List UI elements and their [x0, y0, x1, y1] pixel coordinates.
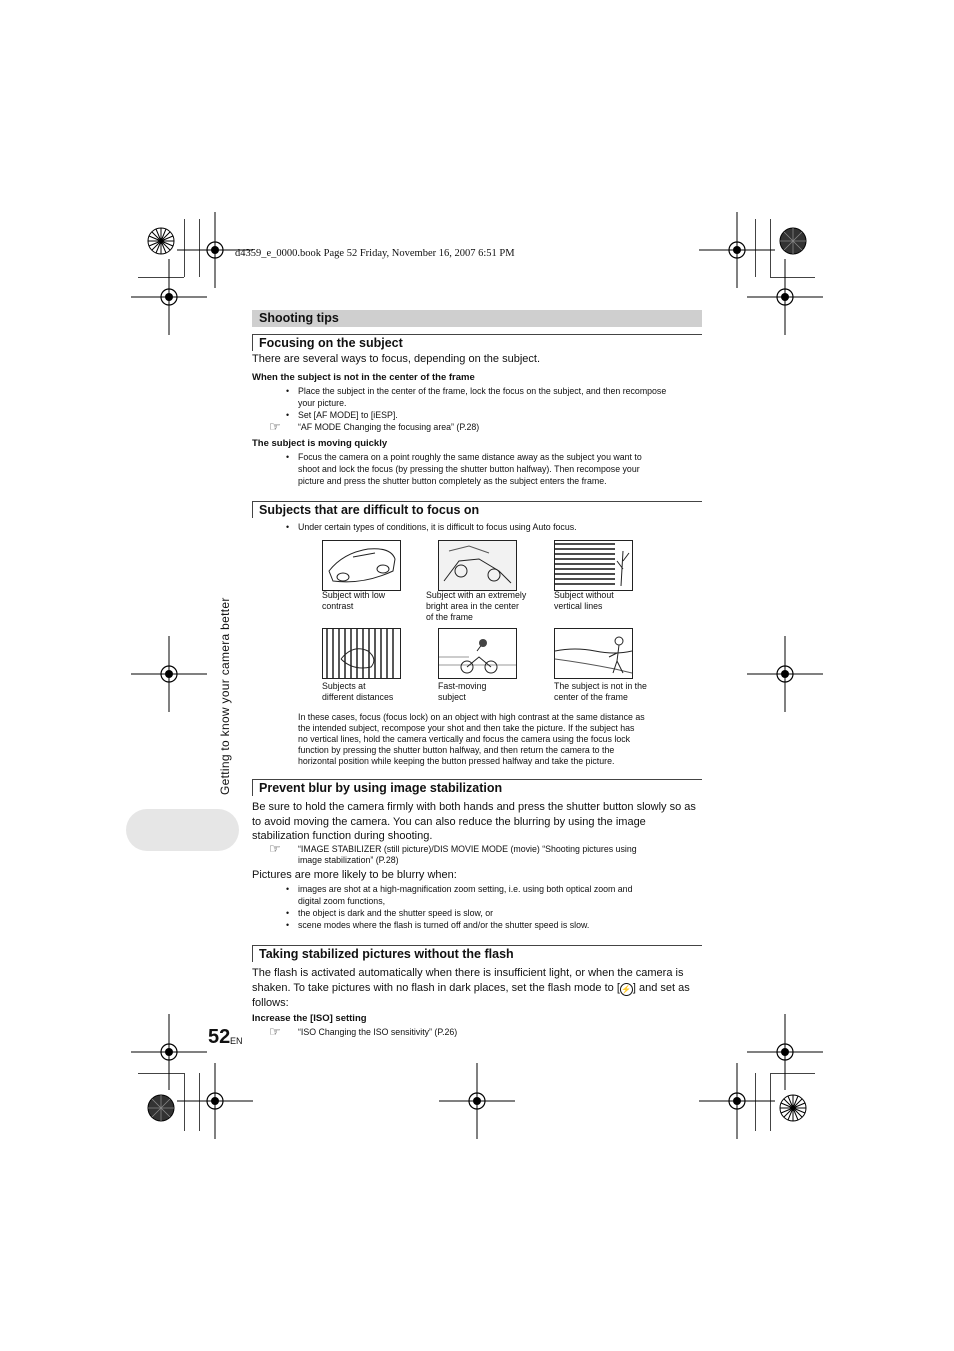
moving-heading: The subject is moving quickly [252, 438, 388, 449]
blur-paragraph: Be sure to hold the camera firmly with both hands and press the shutter button slowly so as to avoid moving the camera. You can also reduce the blurring by using the image stabilization function during shooting. [252, 801, 696, 842]
blur-bullet-3: • scene modes where the flash is turned off and/or the shutter speed is slow. [298, 920, 589, 931]
difficult-heading: Subjects that are difficult to focus on [259, 503, 480, 517]
blur-heading: Prevent blur by using image stabilization [259, 781, 503, 795]
moving-line-2: shoot and lock the focus (by pressing the shutter button halfway). Then recompose your [298, 464, 640, 474]
file-info-header: d4359_e_0000.book Page 52 Friday, November 16, 2007 6:51 PM [235, 248, 515, 259]
horizontal-lines-illustration [554, 540, 633, 591]
different-distances-illustration [322, 628, 401, 679]
blur-ref: “IMAGE STABILIZER (still picture)/DIS MOVIE MODE (movie) “Shooting pictures using image stabilization” (P.28) [298, 844, 637, 865]
reference-hand-icon: ☞ [269, 419, 281, 434]
noflash-heading: Taking stabilized pictures without the flash [259, 947, 514, 961]
blur-bullet-1b: digital zoom functions, [298, 896, 386, 906]
caption-fast-moving: Fast-moving subject [438, 681, 487, 702]
chapter-tab [126, 809, 239, 851]
bright-center-illustration [438, 540, 517, 591]
caption-bright-center: Subject with an extremely bright area in the center of the frame [426, 590, 527, 622]
reference-hand-icon: ☞ [269, 841, 281, 856]
section-title-bar [252, 310, 702, 327]
caption-different-distances: Subjects at different distances [322, 681, 394, 702]
not-center-bullet-1b: your picture. [298, 398, 347, 408]
iso-ref: “ISO Changing the ISO sensitivity” (P.26) [298, 1027, 458, 1037]
caption-off-center: The subject is not in the center of the frame [554, 681, 647, 702]
af-mode-ref: “AF MODE Changing the focusing area” (P.28) [298, 422, 480, 432]
blur-bullet-2: • the object is dark and the shutter speed is slow, or [298, 908, 493, 919]
difficult-bullet: • Under certain types of conditions, it is difficult to focus using Auto focus. [298, 522, 577, 533]
flash-off-icon: ⚡ [621, 984, 632, 994]
focusing-heading: Focusing on the subject [259, 336, 403, 350]
blur-bullet-1a: • images are shot at a high-magnification zoom setting, i.e. using both optical zoom and [298, 884, 632, 895]
blur-likely: Pictures are more likely to be blurry when: [252, 869, 457, 881]
not-center-bullet-1a: • Place the subject in the center of the frame, lock the focus on the subject, and then recompose [298, 386, 666, 397]
side-chapter-label: Getting to know your camera better [218, 597, 232, 795]
low-contrast-car-illustration [322, 540, 401, 591]
noflash-paragraph: The flash is activated automatically when there is insufficient light, or when the camera is shaken. To take pictures with no flash in dark places, set the flash mode to [ ⚡ ] and set as follows: [252, 967, 690, 1009]
difficult-paragraph: In these cases, focus (focus lock) on an object with high contrast at the same distance as the intended subject, recompose your shot and then take the picture. If the subject has no vertical lines, hold the camera vertically and focus the camera using the focus lock function by pressing the shutter button halfway, and then return the camera to the horizontal position while keeping the button pressed halfway and take the picture. [298, 712, 645, 766]
section-title: Shooting tips [259, 311, 339, 325]
iso-heading: Increase the [ISO] setting [252, 1013, 367, 1024]
moving-line-3: picture and press the shutter button completely as the subject enters the frame. [298, 476, 607, 486]
off-center-subject-illustration [554, 628, 633, 679]
caption-low-contrast: Subject with low contrast [322, 590, 386, 611]
page-number: 52 [208, 1026, 231, 1048]
fast-moving-illustration [438, 628, 517, 679]
reference-hand-icon: ☞ [269, 1024, 281, 1039]
moving-line-1: • Focus the camera on a point roughly the same distance away as the subject you want to [298, 452, 642, 463]
caption-no-vertical: Subject without vertical lines [554, 590, 614, 611]
not-center-bullet-2: • Set [AF MODE] to [iESP]. [298, 410, 398, 421]
page-lang: EN [230, 1036, 243, 1046]
not-center-heading: When the subject is not in the center of the frame [252, 372, 475, 383]
focusing-intro: There are several ways to focus, depending on the subject. [252, 353, 541, 365]
